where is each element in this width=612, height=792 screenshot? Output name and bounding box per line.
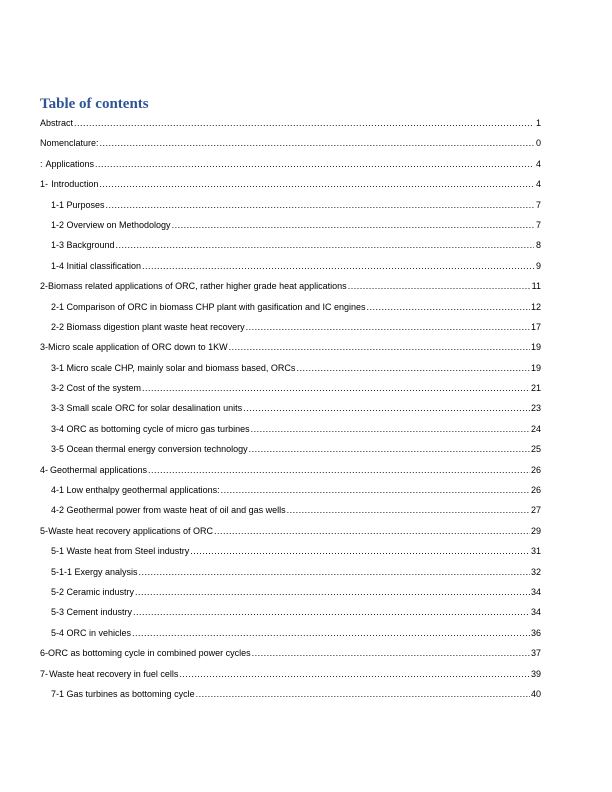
toc-dot-leader: [246, 317, 530, 337]
toc-entry-page-number: 36: [530, 627, 541, 638]
toc-entry[interactable]: [40, 480, 541, 500]
toc-title: Table of contents: [40, 96, 149, 112]
toc-entry-page-number: 32: [530, 566, 541, 577]
toc-dot-leader: [139, 562, 530, 582]
toc-entry-label: 3-4 ORC as bottoming cycle of micro gas turbines: [51, 423, 250, 434]
toc-entry[interactable]: [40, 317, 541, 337]
toc-entry-label: 1-3 Background: [51, 240, 115, 251]
toc-entry-label: Nomenclature:: [40, 138, 99, 149]
toc-entry[interactable]: [40, 256, 541, 276]
toc-entry-label: 7-1 Gas turbines as bottoming cycle: [51, 688, 195, 699]
toc-entry-page-number: 11: [531, 281, 541, 292]
toc-dot-leader: [196, 684, 530, 704]
toc-entry-label: 3-2 Cost of the system: [51, 383, 142, 394]
toc-entry-label: Abstract: [40, 118, 74, 128]
toc-entry-label: 4-2 Geothermal power from waste heat of oil and gas wells: [51, 505, 286, 516]
toc-entry-number: 3-: [40, 342, 49, 353]
toc-entry[interactable]: [40, 378, 541, 398]
toc-entry-label: 5-2 Ceramic industry: [51, 586, 135, 597]
toc-entry-number: 1-: [40, 179, 49, 190]
toc-dot-leader: [99, 174, 534, 194]
toc-entry-label: Applications: [45, 158, 95, 169]
toc-entry-label: Geothermal applications: [49, 464, 147, 475]
toc-entry-label: 4-1 Low enthalpy geothermal applications:: [51, 485, 220, 496]
toc-entry[interactable]: [40, 195, 541, 215]
toc-entry-number: :: [40, 158, 43, 169]
toc-dot-leader: [249, 439, 530, 459]
toc-entry[interactable]: [40, 419, 541, 439]
toc-entry-label: Biomass related applications of ORC, rather higher grade heat applications: [48, 281, 347, 292]
toc-dot-leader: [172, 215, 534, 235]
toc-entry-number: 5-: [40, 525, 49, 536]
toc-entry[interactable]: [40, 562, 541, 582]
toc-entry-page-number: 9: [535, 260, 541, 271]
toc-entry-number: 7-: [40, 668, 49, 679]
toc-entry-label: Introduction: [51, 179, 99, 190]
toc-dot-leader: [221, 480, 530, 500]
toc-entry[interactable]: [40, 643, 541, 663]
toc-dot-leader: [190, 541, 530, 561]
toc-dot-leader: [229, 337, 530, 357]
toc-entry-label: 5-3 Cement industry: [51, 607, 133, 618]
toc-entry[interactable]: [40, 215, 541, 235]
toc-entry-label: 1-1 Purposes: [51, 199, 105, 210]
toc-dot-leader: [95, 154, 534, 174]
toc-entry[interactable]: [40, 113, 541, 133]
toc-entry-page-number: 1: [535, 118, 541, 128]
toc-dot-leader: [135, 582, 530, 602]
toc-entry[interactable]: [40, 664, 541, 684]
toc-entry-label: 2-1 Comparison of ORC in biomass CHP plant with gasification and IC engines: [51, 301, 366, 312]
toc-entry[interactable]: [40, 337, 541, 357]
toc-dot-leader: [243, 398, 530, 418]
toc-entry-page-number: 17: [530, 321, 541, 332]
toc-entry[interactable]: [40, 500, 541, 520]
toc-entry[interactable]: [40, 460, 541, 480]
toc-entry-page-number: 0: [535, 138, 541, 149]
toc-dot-leader: [116, 235, 534, 255]
toc-dot-leader: [287, 500, 530, 520]
toc-entry[interactable]: [40, 623, 541, 643]
toc-entry-label: 1-4 Initial classification: [51, 260, 142, 271]
toc-entry[interactable]: [40, 358, 541, 378]
toc-entry-label: ORC as bottoming cycle in combined power cycles: [48, 648, 251, 659]
toc-entry-label: 3-1 Micro scale CHP, mainly solar and biomass based, ORCs: [51, 362, 296, 373]
toc-entry-page-number: 4: [535, 179, 541, 190]
toc-entry-label: Waste heat recovery in fuel cells: [49, 668, 179, 679]
toc-entry[interactable]: [40, 235, 541, 255]
toc-entry[interactable]: [40, 154, 541, 174]
toc-dot-leader: [142, 256, 534, 276]
toc-entry-page-number: 21: [530, 383, 541, 394]
toc-dot-leader: [252, 643, 530, 663]
toc-dot-leader: [106, 195, 534, 215]
toc-entry-label: 5-1-1 Exergy analysis: [51, 566, 138, 577]
toc-entry-page-number: 26: [530, 485, 541, 496]
toc-entry[interactable]: [40, 439, 541, 459]
toc-entry-page-number: 27: [530, 505, 541, 516]
toc-entry-page-number: 31: [530, 546, 541, 557]
toc-entry-page-number: 39: [530, 668, 541, 679]
toc-entry[interactable]: [40, 602, 541, 622]
toc-entry-number: 6-: [40, 648, 49, 659]
toc-entry-label: 1-2 Overview on Methodology: [51, 219, 171, 230]
toc-entry-label: 2-2 Biomass digestion plant waste heat recovery: [51, 321, 245, 332]
toc-entry-page-number: 19: [530, 342, 541, 353]
toc-entry[interactable]: [40, 582, 541, 602]
toc-dot-leader: [348, 276, 531, 296]
toc-entry-number: 4-: [40, 464, 49, 475]
toc-entry-label: 3-3 Small scale ORC for solar desalination units: [51, 403, 243, 414]
toc-dot-leader: [74, 113, 534, 133]
toc-dot-leader: [148, 460, 530, 480]
toc-list: [40, 113, 541, 704]
toc-entry-label: 3-5 Ocean thermal energy conversion technology: [51, 444, 248, 455]
toc-dot-leader: [133, 602, 530, 622]
toc-entry-label: 5-4 ORC in vehicles: [51, 627, 132, 638]
toc-dot-leader: [214, 521, 530, 541]
toc-entry-page-number: 7: [535, 219, 541, 230]
toc-entry[interactable]: [40, 276, 541, 296]
toc-entry-page-number: 19: [530, 362, 541, 373]
toc-dot-leader: [179, 664, 530, 684]
toc-entry-label: Micro scale application of ORC down to 1KW: [48, 342, 228, 353]
toc-entry-number: 2-: [40, 281, 49, 292]
toc-entry[interactable]: [40, 541, 541, 561]
toc-entry-page-number: 24: [530, 423, 541, 434]
toc-entry-page-number: 4: [535, 158, 541, 169]
toc-dot-leader: [142, 378, 530, 398]
toc-entry-page-number: 37: [530, 648, 541, 659]
toc-entry-page-number: 7: [535, 199, 541, 210]
toc-entry[interactable]: [40, 521, 541, 541]
toc-entry-page-number: 23: [530, 403, 541, 414]
toc-dot-leader: [251, 419, 530, 439]
toc-entry-page-number: 34: [530, 607, 541, 618]
toc-entry[interactable]: [40, 297, 541, 317]
toc-entry-page-number: 12: [530, 301, 541, 312]
toc-entry-page-number: 25: [530, 444, 541, 455]
toc-dot-leader: [132, 623, 530, 643]
toc-dot-leader: [296, 358, 530, 378]
toc-entry-page-number: 8: [535, 240, 541, 251]
toc-entry[interactable]: [40, 174, 541, 194]
toc-entry-page-number: 34: [530, 586, 541, 597]
toc-entry-page-number: 40: [530, 688, 541, 699]
toc-entry-page-number: 29: [530, 525, 541, 536]
toc-dot-leader: [367, 297, 530, 317]
toc-entry-label: 5-1 Waste heat from Steel industry: [51, 546, 190, 557]
toc-dot-leader: [100, 133, 534, 153]
toc-entry[interactable]: [40, 398, 541, 418]
toc-entry[interactable]: [40, 684, 541, 704]
toc-entry-label: Waste heat recovery applications of ORC: [48, 525, 213, 536]
toc-entry-page-number: 26: [530, 464, 541, 475]
toc-entry[interactable]: [40, 133, 541, 153]
